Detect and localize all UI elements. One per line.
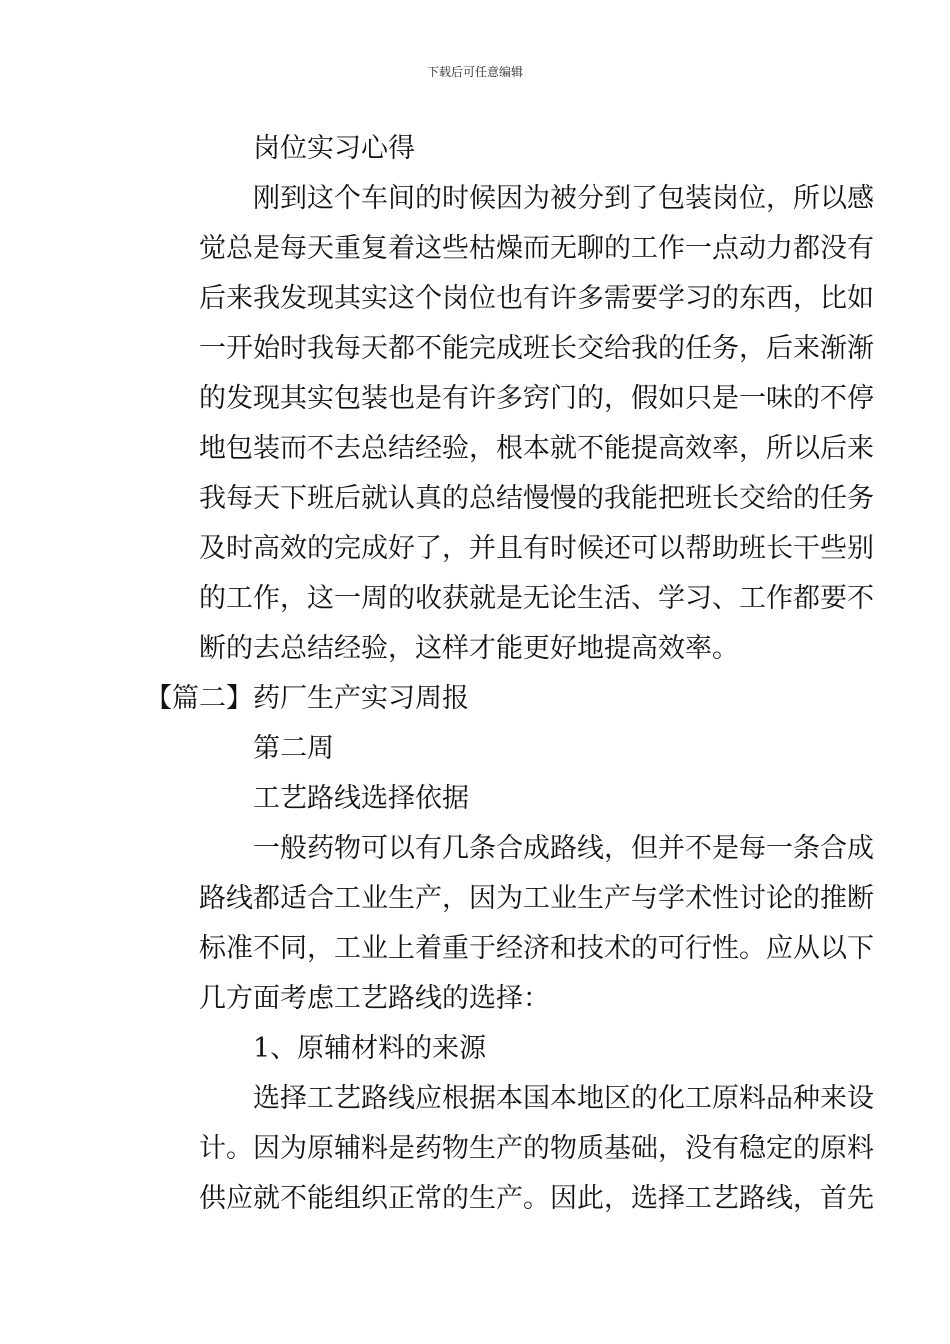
text-line: 路线都适合工业生产，因为工业生产与学术性讨论的推断 <box>199 883 874 914</box>
paragraph-raw-materials <box>145 1074 874 1224</box>
week-label <box>145 724 809 774</box>
paragraph-packaging-experience <box>145 174 874 674</box>
text-line: 工艺路线选择依据 <box>253 783 469 814</box>
page-header: 下载后可任意编辑 <box>426 65 523 79</box>
paragraph-route-overview <box>145 824 874 1024</box>
text-line: 第二周 <box>253 733 334 764</box>
text-line: 标准不同，工业上着重于经济和技术的可行性。应从以下 <box>199 933 874 964</box>
text-line: 计。因为原辅料是药物生产的物质基础，没有稳定的原料 <box>199 1133 874 1164</box>
heading-internship-reflection <box>145 124 809 174</box>
text-line: 【篇二】药厂生产实习周报 <box>145 683 469 714</box>
text-line: 地包装而不去总结经验，根本就不能提高效率，所以后来 <box>199 433 874 464</box>
section-title-part-two <box>145 674 809 724</box>
text-line: 断的去总结经验，这样才能更好地提高效率。 <box>199 633 739 664</box>
text-line: 几方面考虑工艺路线的选择： <box>199 983 550 1014</box>
text-line: 岗位实习心得 <box>253 133 415 164</box>
text-line: 1、原辅材料的来源 <box>253 1033 487 1064</box>
text-line: 一般药物可以有几条合成路线，但并不是每一条合成 <box>253 833 874 864</box>
subheading-route-selection <box>145 774 809 824</box>
text-line: 选择工艺路线应根据本国本地区的化工原料品种来设 <box>253 1083 874 1114</box>
text-line: 后来我发现其实这个岗位也有许多需要学习的东西，比如 <box>199 283 874 314</box>
text-line: 供应就不能组织正常的生产。因此，选择工艺路线，首先 <box>199 1183 874 1214</box>
text-line: 及时高效的完成好了，并且有时候还可以帮助班长干些别 <box>199 533 874 564</box>
text-line: 我每天下班后就认真的总结慢慢的我能把班长交给的任务 <box>199 483 874 514</box>
text-line: 一开始时我每天都不能完成班长交给我的任务，后来渐渐 <box>199 333 874 364</box>
text-line: 的工作，这一周的收获就是无论生活、学习、工作都要不 <box>199 583 874 614</box>
text-line: 刚到这个车间的时候因为被分到了包装岗位，所以感 <box>253 183 874 214</box>
list-item-raw-materials <box>145 1024 809 1074</box>
text-line: 觉总是每天重复着这些枯燥而无聊的工作一点动力都没有 <box>199 233 874 264</box>
document-body <box>145 124 874 1224</box>
text-line: 的发现其实包装也是有许多窍门的，假如只是一味的不停 <box>199 383 874 414</box>
